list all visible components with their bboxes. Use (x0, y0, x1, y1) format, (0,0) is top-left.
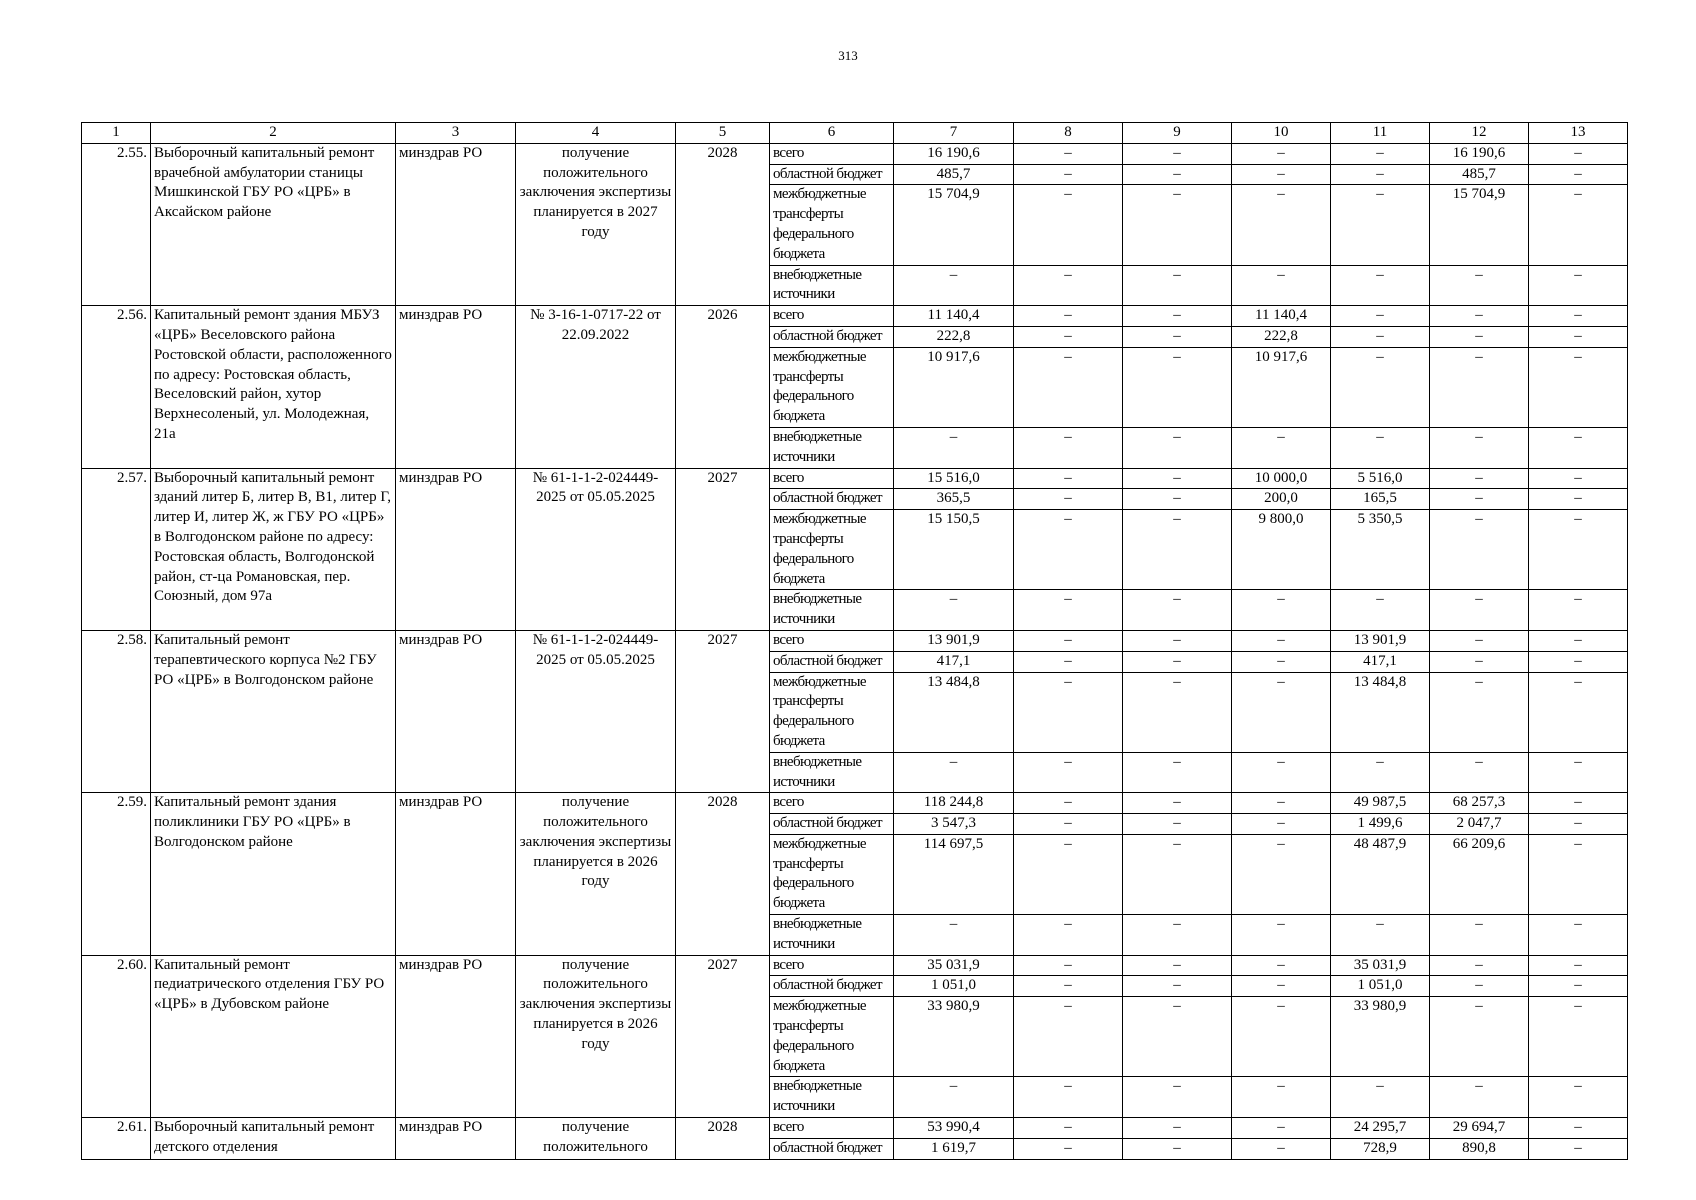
funding-value: – (1331, 306, 1430, 327)
funding-value: – (1123, 752, 1232, 793)
funding-value: – (1014, 143, 1123, 164)
expertise-document: № 3-16-1-0717-22 от 22.09.2022 (516, 306, 676, 468)
funding-value: – (1529, 793, 1628, 814)
funding-value: – (1331, 164, 1430, 185)
funding-value: 13 901,9 (1331, 630, 1430, 651)
funding-value: – (1232, 752, 1331, 793)
funding-value: – (1232, 143, 1331, 164)
funding-value: 165,5 (1331, 489, 1430, 510)
funding-value: – (1014, 468, 1123, 489)
table-row (82, 630, 1628, 651)
funding-source-label: всего (770, 793, 894, 814)
funding-value: – (1529, 814, 1628, 835)
column-number: 13 (1529, 123, 1628, 144)
project-title: Капитальный ремонт здания МБУЗ «ЦРБ» Веселовского района Ростовской области, расположенного по адресу: Ростовская область, Веселовский район, хутор Верхнесоленый, ул. Молодежная, 21а (151, 306, 396, 468)
funding-value: – (1529, 306, 1628, 327)
funding-value: – (894, 427, 1014, 468)
funding-value: – (1529, 164, 1628, 185)
project-title: Выборочный капитальный ремонт детского отделения (151, 1118, 396, 1160)
funding-value: – (1430, 347, 1529, 427)
page-number: 313 (838, 48, 858, 63)
funding-value: 35 031,9 (1331, 955, 1430, 976)
funding-value: – (1014, 814, 1123, 835)
funding-value: – (1430, 955, 1529, 976)
funding-value: – (1014, 1118, 1123, 1139)
funding-value: – (1123, 1118, 1232, 1139)
funding-source-label: всего (770, 955, 894, 976)
funding-value: – (1331, 185, 1430, 265)
funding-value: – (1123, 814, 1232, 835)
funding-value: – (1529, 1118, 1628, 1139)
funding-value: 200,0 (1232, 489, 1331, 510)
funding-value: – (1014, 185, 1123, 265)
funding-value: – (1529, 510, 1628, 590)
funding-value: – (1232, 427, 1331, 468)
funding-value: – (1331, 143, 1430, 164)
funding-value: – (1430, 326, 1529, 347)
funding-value: 48 487,9 (1331, 834, 1430, 914)
funding-value: – (1123, 326, 1232, 347)
funding-source-label: областной бюджет (770, 164, 894, 185)
funding-value: – (1529, 651, 1628, 672)
funding-value: – (1123, 915, 1232, 956)
column-number: 2 (151, 123, 396, 144)
funding-value: – (1123, 834, 1232, 914)
funding-value: 417,1 (894, 651, 1014, 672)
funding-value: – (1529, 347, 1628, 427)
funding-value: – (1123, 185, 1232, 265)
funding-value: – (1123, 306, 1232, 327)
executor: минздрав РО (396, 143, 516, 305)
funding-value: – (1014, 955, 1123, 976)
funding-value: – (1232, 915, 1331, 956)
table-row (82, 793, 1628, 814)
funding-value: – (1123, 590, 1232, 631)
funding-source-label: областной бюджет (770, 489, 894, 510)
completion-year: 2028 (676, 1118, 770, 1160)
funding-value: – (1014, 590, 1123, 631)
row-number: 2.58. (82, 630, 151, 792)
funding-value: – (1529, 834, 1628, 914)
funding-value: – (1232, 955, 1331, 976)
completion-year: 2027 (676, 630, 770, 792)
funding-source-label: внебюджетные источники (770, 427, 894, 468)
funding-value: – (1123, 651, 1232, 672)
project-title: Выборочный капитальный ремонт врачебной амбулатории станицы Мишкинской ГБУ РО «ЦРБ» в Аксайском районе (151, 143, 396, 305)
funding-value: – (1014, 793, 1123, 814)
column-number: 12 (1430, 123, 1529, 144)
expertise-document: № 61-1-1-2-024449-2025 от 05.05.2025 (516, 630, 676, 792)
project-title: Капитальный ремонт здания поликлиники ГБУ РО «ЦРБ» в Волгодонском районе (151, 793, 396, 955)
funding-value: – (1014, 630, 1123, 651)
funding-value: – (1014, 1077, 1123, 1118)
completion-year: 2026 (676, 306, 770, 468)
funding-value: – (1014, 834, 1123, 914)
expertise-document: № 61-1-1-2-024449-2025 от 05.05.2025 (516, 468, 676, 630)
funding-value: – (1529, 752, 1628, 793)
column-number: 7 (894, 123, 1014, 144)
funding-source-label: областной бюджет (770, 814, 894, 835)
funding-value: – (1430, 752, 1529, 793)
funding-source-label: межбюджетные трансферты федерального бюджета (770, 510, 894, 590)
funding-value: 11 140,4 (1232, 306, 1331, 327)
funding-value: – (1014, 976, 1123, 997)
funding-source-label: областной бюджет (770, 976, 894, 997)
funding-value: – (1014, 672, 1123, 752)
funding-value: 222,8 (1232, 326, 1331, 347)
funding-value: – (1014, 427, 1123, 468)
funding-value: – (1331, 915, 1430, 956)
funding-value: – (1123, 143, 1232, 164)
funding-value: 68 257,3 (1430, 793, 1529, 814)
row-number: 2.60. (82, 955, 151, 1117)
funding-value: – (1331, 427, 1430, 468)
budget-table (81, 122, 1628, 1160)
funding-value: – (1014, 997, 1123, 1077)
funding-value: – (1529, 489, 1628, 510)
funding-value: – (1232, 997, 1331, 1077)
project-title: Капитальный ремонт терапевтического корпуса №2 ГБУ РО «ЦРБ» в Волгодонском районе (151, 630, 396, 792)
completion-year: 2028 (676, 143, 770, 305)
funding-value: 15 150,5 (894, 510, 1014, 590)
funding-value: – (894, 915, 1014, 956)
funding-value: 5 350,5 (1331, 510, 1430, 590)
funding-source-label: областной бюджет (770, 326, 894, 347)
funding-value: 9 800,0 (1232, 510, 1331, 590)
funding-value: – (1123, 510, 1232, 590)
funding-value: – (1232, 164, 1331, 185)
funding-value: – (1123, 347, 1232, 427)
funding-value: – (1529, 672, 1628, 752)
expertise-document: получение положительного заключения экспертизы планируется в 2026 году (516, 955, 676, 1117)
funding-value: – (1232, 834, 1331, 914)
funding-value: – (894, 1077, 1014, 1118)
executor: минздрав РО (396, 306, 516, 468)
expertise-document: получение положительного заключения экспертизы планируется в 2027 году (516, 143, 676, 305)
funding-value: – (1123, 630, 1232, 651)
funding-value: 485,7 (894, 164, 1014, 185)
funding-value: 24 295,7 (1331, 1118, 1430, 1139)
funding-value: – (1232, 672, 1331, 752)
funding-source-label: областной бюджет (770, 1138, 894, 1159)
funding-value: 1 051,0 (1331, 976, 1430, 997)
funding-value: 15 516,0 (894, 468, 1014, 489)
funding-source-label: внебюджетные источники (770, 265, 894, 306)
funding-value: – (1232, 265, 1331, 306)
funding-value: 10 000,0 (1232, 468, 1331, 489)
funding-value: – (1529, 143, 1628, 164)
funding-value: – (1232, 590, 1331, 631)
funding-value: 118 244,8 (894, 793, 1014, 814)
funding-value: – (1430, 672, 1529, 752)
funding-value: – (1529, 185, 1628, 265)
funding-value: 365,5 (894, 489, 1014, 510)
funding-value: – (894, 265, 1014, 306)
funding-value: 10 917,6 (1232, 347, 1331, 427)
funding-value: – (1529, 326, 1628, 347)
funding-source-label: внебюджетные источники (770, 1077, 894, 1118)
funding-value: 728,9 (1331, 1138, 1430, 1159)
row-number: 2.57. (82, 468, 151, 630)
funding-value: 1 619,7 (894, 1138, 1014, 1159)
funding-value: 53 990,4 (894, 1118, 1014, 1139)
column-number: 6 (770, 123, 894, 144)
row-number: 2.56. (82, 306, 151, 468)
funding-source-label: всего (770, 143, 894, 164)
column-number: 5 (676, 123, 770, 144)
funding-value: – (1123, 265, 1232, 306)
funding-value: 15 704,9 (894, 185, 1014, 265)
funding-value: 16 190,6 (894, 143, 1014, 164)
funding-value: 66 209,6 (1430, 834, 1529, 914)
funding-value: – (1123, 976, 1232, 997)
funding-value: – (1430, 510, 1529, 590)
expertise-document: получение положительного заключения экспертизы планируется в 2026 году (516, 793, 676, 955)
funding-source-label: всего (770, 306, 894, 327)
funding-value: – (1232, 793, 1331, 814)
funding-value: 485,7 (1430, 164, 1529, 185)
funding-source-label: межбюджетные трансферты федерального бюджета (770, 347, 894, 427)
funding-value: – (894, 752, 1014, 793)
funding-value: – (1014, 265, 1123, 306)
funding-value: – (1232, 976, 1331, 997)
funding-value: – (1430, 997, 1529, 1077)
funding-value: – (1529, 427, 1628, 468)
funding-value: – (1331, 590, 1430, 631)
completion-year: 2027 (676, 468, 770, 630)
funding-value: 114 697,5 (894, 834, 1014, 914)
funding-value: – (1014, 489, 1123, 510)
funding-value: – (1430, 630, 1529, 651)
completion-year: 2027 (676, 955, 770, 1117)
funding-value: 33 980,9 (894, 997, 1014, 1077)
funding-value: – (1123, 164, 1232, 185)
funding-value: – (1529, 590, 1628, 631)
funding-value: – (1014, 164, 1123, 185)
funding-value: – (1123, 468, 1232, 489)
funding-value: – (1232, 814, 1331, 835)
funding-value: – (1232, 1138, 1331, 1159)
funding-value: – (894, 590, 1014, 631)
funding-value: – (1232, 630, 1331, 651)
funding-value: 1 499,6 (1331, 814, 1430, 835)
table-row (82, 306, 1628, 327)
funding-value: – (1331, 1077, 1430, 1118)
funding-value: 1 051,0 (894, 976, 1014, 997)
project-title: Выборочный капитальный ремонт зданий литер Б, литер В, В1, литер Г, литер И, литер Ж, ж ГБУ РО «ЦРБ» в Волгодонском районе по адресу: Ростовская область, Волгодонской район, ст-ца Романовская, пер. Союзный, дом 97а (151, 468, 396, 630)
funding-value: – (1014, 347, 1123, 427)
funding-source-label: областной бюджет (770, 651, 894, 672)
table-row (82, 1118, 1628, 1139)
funding-value: – (1014, 915, 1123, 956)
funding-source-label: всего (770, 468, 894, 489)
funding-value: 13 484,8 (894, 672, 1014, 752)
column-number: 4 (516, 123, 676, 144)
funding-source-label: всего (770, 630, 894, 651)
funding-source-label: межбюджетные трансферты федерального бюджета (770, 834, 894, 914)
column-number-row (82, 123, 1628, 144)
funding-value: 2 047,7 (1430, 814, 1529, 835)
funding-value: – (1430, 427, 1529, 468)
funding-source-label: внебюджетные источники (770, 752, 894, 793)
funding-value: – (1123, 997, 1232, 1077)
table-body (82, 123, 1628, 1160)
funding-value: 35 031,9 (894, 955, 1014, 976)
column-number: 11 (1331, 123, 1430, 144)
funding-value: – (1430, 590, 1529, 631)
executor: минздрав РО (396, 630, 516, 792)
funding-value: – (1430, 306, 1529, 327)
funding-source-label: межбюджетные трансферты федерального бюджета (770, 997, 894, 1077)
funding-value: – (1014, 326, 1123, 347)
funding-value: – (1232, 1077, 1331, 1118)
funding-value: 29 694,7 (1430, 1118, 1529, 1139)
funding-source-label: всего (770, 1118, 894, 1139)
funding-value: 10 917,6 (894, 347, 1014, 427)
executor: минздрав РО (396, 955, 516, 1117)
funding-value: – (1014, 1138, 1123, 1159)
funding-value: 3 547,3 (894, 814, 1014, 835)
table-row (82, 955, 1628, 976)
funding-value: – (1123, 793, 1232, 814)
funding-value: – (1014, 510, 1123, 590)
funding-value: – (1529, 997, 1628, 1077)
row-number: 2.61. (82, 1118, 151, 1160)
project-title: Капитальный ремонт педиатрического отделения ГБУ РО «ЦРБ» в Дубовском районе (151, 955, 396, 1117)
funding-value: – (1123, 1138, 1232, 1159)
row-number: 2.55. (82, 143, 151, 305)
funding-value: 890,8 (1430, 1138, 1529, 1159)
funding-value: – (1430, 468, 1529, 489)
funding-value: – (1529, 265, 1628, 306)
executor: минздрав РО (396, 793, 516, 955)
funding-value: – (1430, 651, 1529, 672)
column-number: 10 (1232, 123, 1331, 144)
funding-value: – (1430, 265, 1529, 306)
funding-value: – (1123, 489, 1232, 510)
funding-value: 33 980,9 (1331, 997, 1430, 1077)
row-number: 2.59. (82, 793, 151, 955)
funding-value: – (1232, 651, 1331, 672)
funding-value: – (1529, 1138, 1628, 1159)
funding-value: 13 484,8 (1331, 672, 1430, 752)
funding-value: 49 987,5 (1331, 793, 1430, 814)
funding-value: 222,8 (894, 326, 1014, 347)
expertise-document: получение положительного (516, 1118, 676, 1160)
funding-value: 15 704,9 (1430, 185, 1529, 265)
funding-value: – (1014, 306, 1123, 327)
funding-value: – (1331, 347, 1430, 427)
column-number: 3 (396, 123, 516, 144)
funding-source-label: межбюджетные трансферты федерального бюджета (770, 185, 894, 265)
funding-value: 5 516,0 (1331, 468, 1430, 489)
funding-value: – (1529, 1077, 1628, 1118)
funding-value: – (1014, 752, 1123, 793)
completion-year: 2028 (676, 793, 770, 955)
funding-source-label: межбюджетные трансферты федерального бюджета (770, 672, 894, 752)
funding-source-label: внебюджетные источники (770, 915, 894, 956)
funding-value: – (1331, 326, 1430, 347)
column-number: 8 (1014, 123, 1123, 144)
table-row (82, 468, 1628, 489)
funding-value: 13 901,9 (894, 630, 1014, 651)
funding-value: – (1529, 976, 1628, 997)
funding-value: – (1123, 427, 1232, 468)
funding-value: – (1014, 651, 1123, 672)
funding-value: – (1529, 955, 1628, 976)
executor: минздрав РО (396, 468, 516, 630)
funding-value: – (1232, 185, 1331, 265)
funding-value: – (1430, 915, 1529, 956)
executor: минздрав РО (396, 1118, 516, 1160)
column-number: 1 (82, 123, 151, 144)
funding-value: – (1123, 1077, 1232, 1118)
funding-value: – (1232, 1118, 1331, 1139)
funding-value: – (1331, 752, 1430, 793)
funding-value: – (1430, 1077, 1529, 1118)
funding-value: – (1123, 955, 1232, 976)
funding-source-label: внебюджетные источники (770, 590, 894, 631)
funding-value: – (1430, 976, 1529, 997)
funding-value: – (1529, 468, 1628, 489)
funding-value: – (1529, 630, 1628, 651)
funding-value: – (1123, 672, 1232, 752)
table-row (82, 143, 1628, 164)
funding-value: 11 140,4 (894, 306, 1014, 327)
funding-value: – (1430, 489, 1529, 510)
funding-value: – (1331, 265, 1430, 306)
funding-value: 417,1 (1331, 651, 1430, 672)
funding-value: – (1529, 915, 1628, 956)
funding-value: 16 190,6 (1430, 143, 1529, 164)
column-number: 9 (1123, 123, 1232, 144)
